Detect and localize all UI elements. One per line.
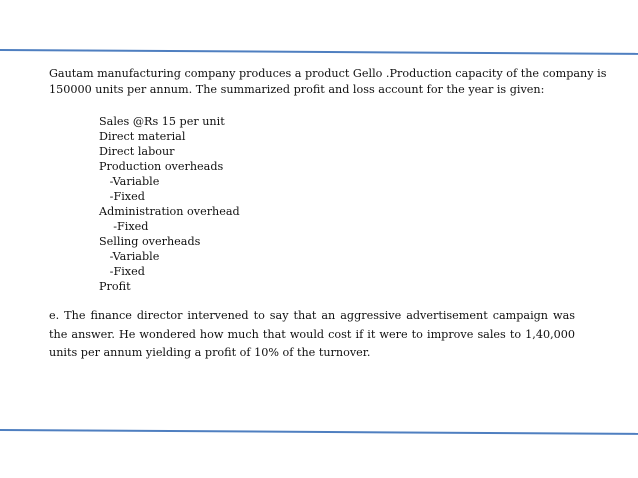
account-row-label: -Variable — [99, 175, 160, 188]
account-row-label: Direct labour — [99, 145, 175, 158]
account-row-label: -Fixed — [99, 190, 145, 203]
account-row-label: Administration overhead — [99, 205, 240, 218]
intro-paragraph — [49, 66, 607, 98]
account-row-label: Profit — [99, 280, 131, 293]
question-paragraph: e. The finance director intervened to say that an aggressive advertisement campaign was the answer. He wondered how much that would cost if it were to improve sales to 1,40,000 units per annum yielding a profit of 10% of the turnover. — [49, 309, 575, 359]
account-row-label: -Fixed — [99, 265, 145, 278]
bottom-divider-line — [0, 429, 638, 435]
account-row-label: -Fixed — [99, 220, 149, 233]
account-row-label: Sales @Rs 15 per unit — [99, 115, 225, 128]
account-row-label: Selling overheads — [99, 235, 201, 248]
account-row-label: Production overheads — [99, 160, 224, 173]
top-divider-line — [0, 49, 638, 55]
intro-line-2: 150000 units per annum. The summarized profit and loss account for the year is given: — [49, 83, 545, 96]
account-row-label: -Variable — [99, 250, 160, 263]
account-row-label: Direct material — [99, 130, 186, 143]
intro-line-1: Gautam manufacturing company produces a product Gello .Production capacity of the company is — [49, 67, 607, 80]
